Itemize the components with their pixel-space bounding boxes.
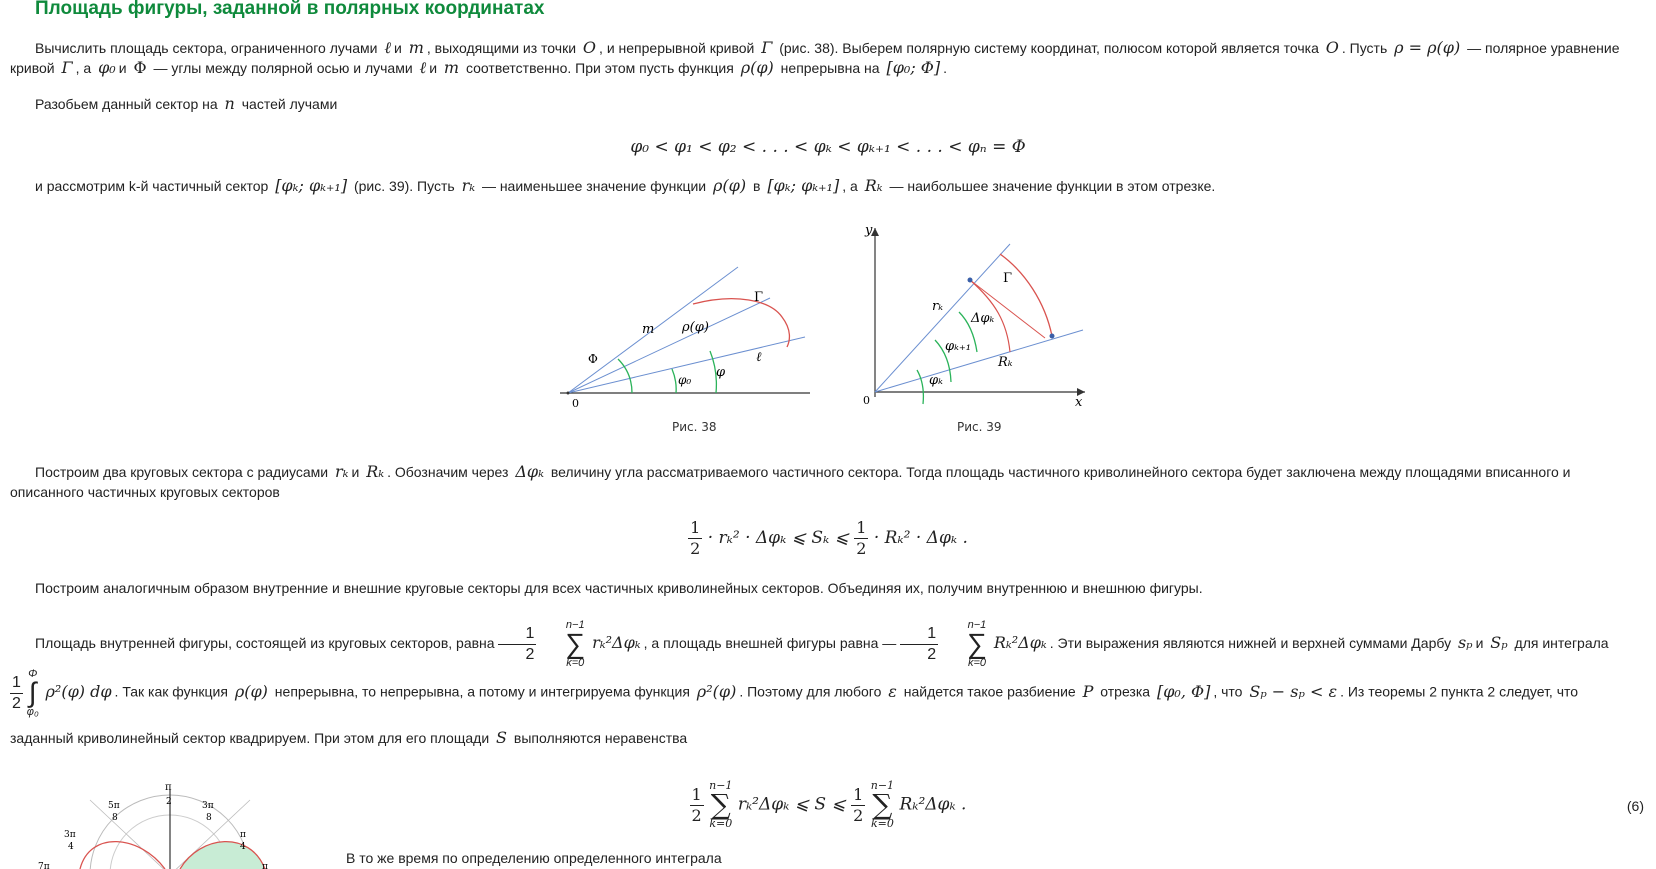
polar-label-pi4-den: 4 xyxy=(240,842,246,852)
formula-sector-bounds: $\frac{1}{2}$ · rₖ² · Δφₖ ⩽ Sₖ ⩽ $\frac{1}{2}$ · Rₖ² · Δφₖ . xyxy=(690,518,968,558)
polar-label-pi2-den: 2 xyxy=(166,797,172,807)
fig39-rk-label: rₖ xyxy=(932,299,943,314)
paragraph-figures: Построим аналогичным образом внутренние и внешние круговые секторы для всех частичных криволинейных секторов. Объединяя их, получим внутреннюю и внешнюю фигуры. xyxy=(35,580,1203,596)
polar-label-3pi8-den: 8 xyxy=(206,813,212,823)
figure-39-caption: Рис. 39 xyxy=(957,420,1002,434)
paragraph-circular-sectors: Построим два круговых сектора с радиусами rₖ и Rₖ . Обозначим через Δφₖ величину угла рассматриваемого частичного сектора. Тогда площадь частичного криволинейного сектора будет заключена между площадями вписанного и описанного частичных круговых секторов xyxy=(10,462,1571,500)
polar-label-pi: π xyxy=(262,862,268,869)
fig39-phik1-label: φₖ₊₁ xyxy=(945,339,971,354)
page-title: Площадь фигуры, заданной в полярных координатах xyxy=(35,0,545,19)
fig38-phi-label: φ xyxy=(716,365,726,380)
fig39-dphi-label: Δφₖ xyxy=(971,311,995,326)
figure-38 xyxy=(560,255,820,415)
equation-number: (6) xyxy=(1626,798,1644,814)
polar-label-5pi8-den: 8 xyxy=(112,813,118,823)
formula-partition: φ₀ < φ₁ < φ₂ < . . . < φₖ < φₖ₊₁ < . . . < φₙ = Φ xyxy=(630,137,1026,157)
fig38-origin-label: 0 xyxy=(572,397,579,410)
fig39-origin-label: 0 xyxy=(863,394,870,407)
formula-area-bounds: $\frac{1}{2}$ n−1 ∑ k=0 rₖ²Δφₖ ⩽ S ⩽ $\frac{1}{2}$ n−1 ∑ k=0 Rₖ²Δφₖ . xyxy=(691,779,967,830)
paragraph-darboux: Площадь внутренней фигуры, состоящей из круговых секторов, равна $\frac{1}{2}$ n−1 ∑ k=0 rₖ²Δφₖ , а площадь внешней фигуры равна — $\frac{1}{2}$ n−1 ∑ k=0 Rₖ²Δφₖ . Эти выражения являются нижней и верхней суммами Дарбу sₚ и Sₚ для интеграла xyxy=(35,619,1609,670)
fig39-Rk-label: Rₖ xyxy=(998,355,1013,370)
paragraph-definition: В то же время по определению определенного интеграла xyxy=(346,850,722,866)
fig38-m-label: m xyxy=(642,322,655,337)
fig38-gamma-label: Γ xyxy=(754,290,764,305)
fig39-phik-label: φₖ xyxy=(929,373,943,388)
polar-label-3pi8: 3π xyxy=(202,801,214,811)
paragraph-integrability: $\frac{1}{2}$ Φ ∫ φ₀ ρ²(φ) dφ . Так как функция ρ(φ) непрерывна, то непрерывна, а потому и интегрируема функция ρ²(φ) . Поэтому для любого ε найдется такое разбиение P отрезка [φ₀, Φ] , что Sₚ − sₚ < ε . Из теоремы 2 пункта 2 следует, что заданный криволинейный сектор квадрируем. При этом для его площади S выполняются неравенства xyxy=(10,668,1579,747)
polar-label-3pi4-den: 4 xyxy=(68,842,74,852)
fig39-y-label: y xyxy=(865,223,873,238)
fig38-phi0-label: φ₀ xyxy=(678,373,692,387)
polar-label-3pi4: 3π xyxy=(64,830,76,840)
fig39-x-label: x xyxy=(1075,395,1083,410)
polar-label-pi4: π xyxy=(240,830,246,840)
paragraph-statement: Вычислить площадь сектора, ограниченного лучами ℓ и m , выходящими из точки O , и непрерывной кривой Γ (рис. 38). Выберем полярную систему координат, полюсом которой является точка O . Пусть ρ = ρ(φ) — полярное уравнение кривой Γ , а φ₀ и Φ — углы между полярной осью и лучами ℓ и m соответственно. При этом пусть функция ρ(φ) непрерывна на [φ₀; Φ] . xyxy=(10,38,1620,77)
paragraph-partition: Разобьем данный сектор на n частей лучами xyxy=(35,94,338,113)
figure-38-caption: Рис. 38 xyxy=(672,420,717,434)
figure-39 xyxy=(855,222,1095,412)
paragraph-sector: и рассмотрим k-й частичный сектор [φₖ; φₖ₊₁] (рис. 39). Пусть rₖ — наименьшее значение функции ρ(φ) в [φₖ; φₖ₊₁] , а Rₖ — наибольшее значение функции в этом отрезке. xyxy=(35,176,1216,195)
fig38-ell-label: ℓ xyxy=(756,350,762,365)
polar-label-7pi: 7π xyxy=(38,862,50,869)
fig38-Phi-label: Φ xyxy=(588,352,598,366)
fig39-gamma-label: Γ xyxy=(1003,271,1013,286)
polar-label-pi2: π xyxy=(165,782,172,793)
fig38-rho-label: ρ(φ) xyxy=(682,320,709,335)
polar-plot xyxy=(30,780,330,869)
polar-label-5pi8: 5π xyxy=(108,801,120,811)
